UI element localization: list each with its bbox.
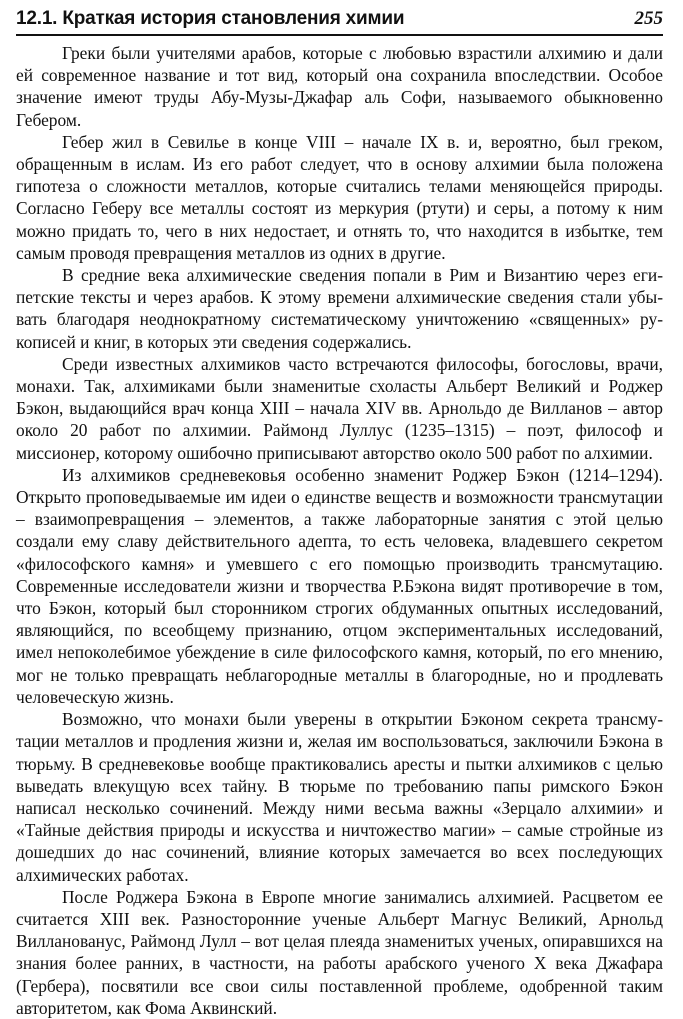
chapter-title: 12.1. Краткая история становления химии [16,8,405,29]
paragraph-5: Из алхимиков средневековья особенно знаменит Роджер Бэкон (1214–1294). Открыто проповедываемые им идеи о единстве веществ и возможности трансмутации – взаимопревращения – элементов, а также лабораторные занятия с этой целью создали ему славу действительного адепта, то есть человека, владевшего секретом «философского камня» и умевшего с его помощью производить трансмутацию. Современные исследователи жизни и творчества Р.Бэкона видят противоречие в том, что Бэкон, который был сторонником строгих обдуманных опытных исследований, являющийся, по всеобщему признанию, отцом экспериментальных исследований, имел непоколебимое убеждение в силе философского камня, который, по его мнению, мог не только превращать неблагородные металлы в благородные, но и продлевать человеческую жизнь. [16,464,663,707]
page-body [16,42,663,1019]
paragraph-4: Среди известных алхимиков часто встречаются философы, богословы, врачи, монахи. Так, алхимиками были знаменитые схоласты Альберт Великий и Роджер Бэкон, выдающийся врач конца XIII – начала XIV вв. Арнольдо де Вилланов – автор около 20 работ по алхимии. Раймонд Луллус (1235–1315) – поэт, философ и миссионер, которому ошибочно приписывают авторство около 500 работ по алхимии. [16,353,663,463]
paragraph-1: Греки были учителями арабов, которые с любовью взрастили алхимию и дали ей современное название и тот вид, который она сохранила впоследствии. Особое значение имеют труды Абу-Музы-Джафар аль Софи, называемого обыкновенно Гебером. [16,43,663,130]
paragraph-7: После Роджера Бэкона в Европе многие занимались алхимией. Расцветом ее считается XIII век. Разносторонние ученые Альберт Магнус Великий, Арнольд Вилланованус, Раймонд Лулл – вот целая плеяда знаменитых ученых, опиравшихся на знания более ранних, в частности, на работы арабского ученого X века Джафара (Гербера), посвятили все свои силы поставленной проблеме, одобренной таким авторитетом, как Фома Аквинский. [16,886,663,1018]
page-number: 255 [634,8,663,29]
paragraph-2: Гебер жил в Севилье в конце VIII – начале IX в. и, вероятно, был греком, обращенным в ислам. Из его работ следует, что в основу алхимии была положена гипотеза о сложности металлов, которые считались телами меняющейся природы. Согласно Геберу все металлы состоят из меркурия (ртути) и серы, а потому к ним можно придать то, чего в них недостает, и отнять то, что находится в избытке, тем самым проводя превращения металлов из одних в другие. [16,131,663,263]
paragraph-6: Возможно, что монахи были уверены в открытии Бэконом секрета трансмутации металлов и продления жизни и, желая им воспользоваться, заключили Бэкона в тюрьму. В средневековье вообще практиковались аресты и пытки алхимиков с целью выведать влекущую всех тайну. В тюрьме по требованию папы римского Бэкон написал несколько сочинений. Между ними весьма важны «Зерцало алхимии» и «Тайные действия природы и искусства и ничтожество магии» – самые стройные из дошедших до нас сочинений, влияние которых замечается во всех последующих алхимических работах. [16,709,663,885]
running-header [16,0,663,36]
paragraph-3: В средние века алхимические сведения попали в Рим и Византию через египетские тексты и через арабов. К этому времени алхимические сведения стали убывать благодаря неоднократному систематическому уничтожению «священных» рукописей и книг, в которых эти сведения содержались. [16,265,663,352]
